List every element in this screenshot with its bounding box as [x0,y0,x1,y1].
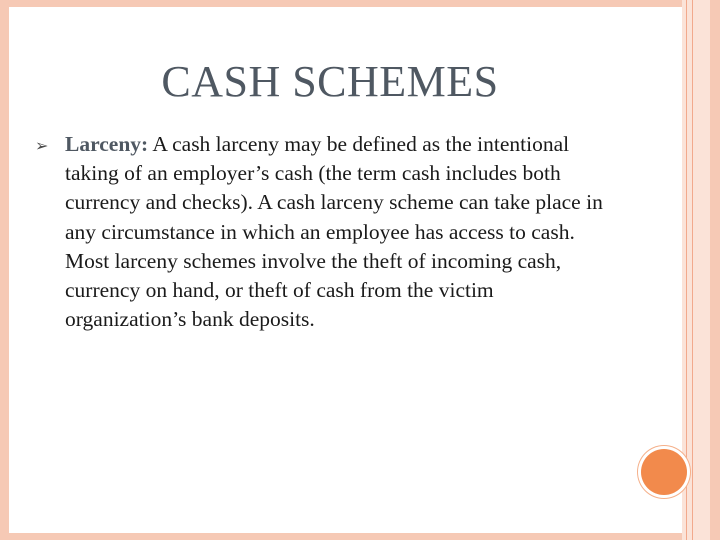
slide-title: CASH SCHEMES [161,57,499,106]
bullet-arrow-icon: ➢ [35,136,49,155]
border-right-line [686,0,687,540]
bullet-term: Larceny: [65,132,149,156]
border-right-edge [710,0,720,540]
border-top [0,0,720,7]
border-left [0,0,9,540]
decorative-circle [641,449,687,495]
border-right-line [692,0,693,540]
border-bottom [0,533,720,540]
bullet-text [65,130,620,334]
bullet-description: A cash larceny may be defined as the intentional taking of an employer’s cash (the term cash includes both currency and checks). A cash larceny scheme can take place in any circumstance in which an employee has access to cash. Most larceny schemes involve the theft of incoming cash, currency on hand, or theft of cash from the victim organization’s bank deposits. [65,132,603,332]
